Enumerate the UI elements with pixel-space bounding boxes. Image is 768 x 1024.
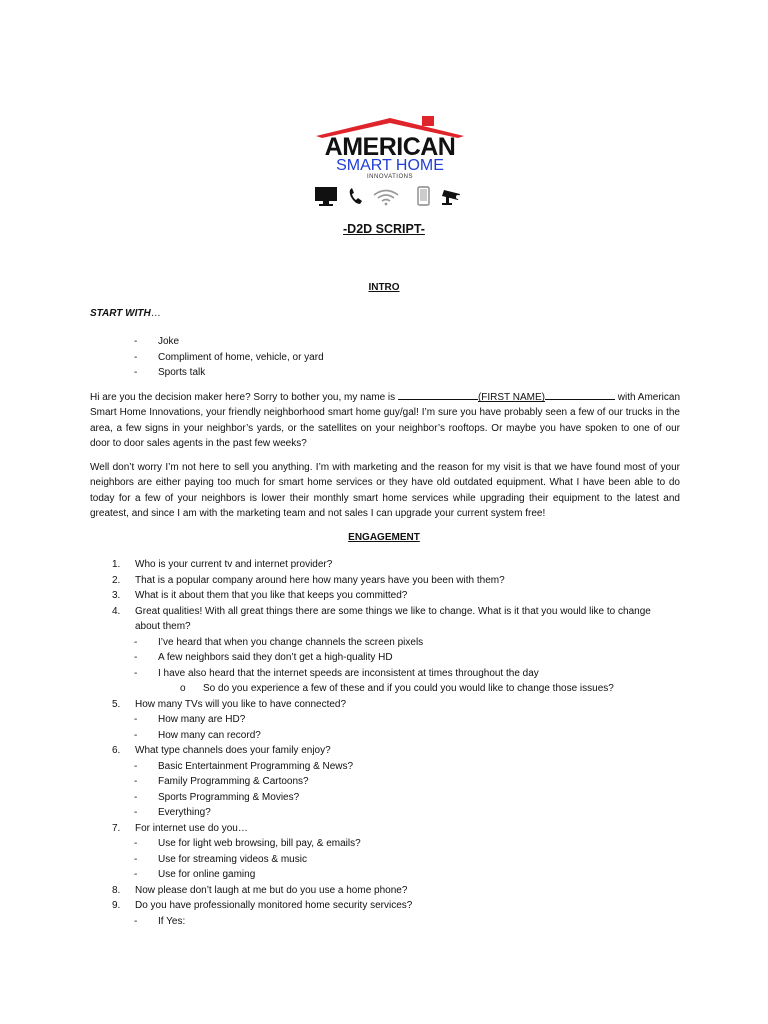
question-text: about them? bbox=[135, 621, 191, 632]
engagement-subitem bbox=[112, 666, 682, 682]
subitem-text: A few neighbors said they don’t get a high-quality HD bbox=[158, 652, 393, 663]
question-number: 2. bbox=[112, 574, 121, 586]
question-number: 4. bbox=[112, 605, 121, 617]
subitem-text: If Yes: bbox=[158, 915, 186, 927]
subitem-text: Use for light web browsing, bill pay, & emails? bbox=[158, 838, 361, 849]
question-text: That is a popular company around here how many years have you been with them? bbox=[135, 574, 505, 586]
question-number: 1. bbox=[112, 559, 121, 570]
subitem-text: Family Programming & Cartoons? bbox=[158, 776, 309, 787]
subitem-text: How many can record? bbox=[158, 729, 261, 741]
dash-marker: - bbox=[134, 869, 138, 880]
intro-heading: INTRO bbox=[368, 282, 400, 293]
company-logo bbox=[312, 116, 468, 212]
engagement-subitem bbox=[112, 805, 682, 821]
engagement-list bbox=[112, 557, 682, 929]
dash-marker: - bbox=[134, 791, 138, 803]
para1-rest: with American Smart Home Innovations, your friendly neighborhood smart home guy/gal! I’m sure you have probably seen a few of our trucks in the area, a few signs in your neighbor’s yards, or the satellites on your neighbor’s rooftops. Or maybe you have spoken to one of our door to door sales agents in the past few weeks? bbox=[90, 392, 681, 449]
engagement-subitem bbox=[112, 867, 682, 883]
logo-text-smart-home: SMART HOME bbox=[336, 157, 444, 174]
intro-paragraph-1 bbox=[90, 388, 680, 451]
logo-text-american: AMERICAN bbox=[324, 133, 456, 161]
dash-marker: - bbox=[134, 776, 138, 787]
subitem-text: Everything? bbox=[158, 807, 211, 818]
subitem-text: Basic Entertainment Programming & News? bbox=[158, 760, 354, 772]
question-text: Who is your current tv and internet provider? bbox=[135, 559, 333, 570]
engagement-question bbox=[112, 619, 682, 635]
dash-marker: - bbox=[134, 807, 138, 818]
question-text: Do you have professionally monitored home security services? bbox=[135, 900, 413, 911]
engagement-question bbox=[112, 821, 682, 837]
dash-marker: - bbox=[134, 714, 138, 725]
engagement-subitem bbox=[112, 790, 682, 806]
subitem-text: I have also heard that the internet speeds are inconsistent at times throughout the day bbox=[158, 667, 539, 679]
para1-start: Hi are you the decision maker here? Sorry to bother you, my name is bbox=[90, 392, 396, 403]
question-text: For internet use do you… bbox=[135, 822, 248, 834]
subitem-text: I’ve heard that when you change channels the screen pixels bbox=[158, 636, 424, 648]
engagement-subitem bbox=[112, 914, 682, 930]
question-number: 3. bbox=[112, 590, 121, 601]
list-item-text: Compliment of home, vehicle, or yard bbox=[158, 351, 324, 363]
dash-marker: - bbox=[134, 760, 138, 772]
engagement-subitem bbox=[112, 728, 682, 744]
engagement-question bbox=[112, 604, 682, 620]
subitem-text: Use for streaming videos & music bbox=[158, 853, 307, 865]
engagement-question bbox=[112, 557, 682, 573]
question-number: 6. bbox=[112, 745, 121, 756]
list-item-text: Joke bbox=[158, 336, 180, 347]
subitem-text: Sports Programming & Movies? bbox=[158, 791, 300, 803]
dash-marker: - bbox=[134, 652, 138, 663]
page-title: -D2D SCRIPT- bbox=[343, 222, 425, 236]
question-number: 5. bbox=[112, 698, 121, 710]
engagement-question bbox=[112, 883, 682, 899]
dash-marker: - bbox=[134, 636, 138, 648]
dash-marker: - bbox=[134, 853, 138, 865]
engagement-question bbox=[112, 697, 682, 713]
question-text: What is it about them that you like that keeps you committed? bbox=[135, 590, 408, 601]
question-number: 7. bbox=[112, 822, 121, 834]
intro-paragraph-2: Well don’t worry I’m not here to sell you anything. I’m with marketing and the reason for my visit is that we have found most of your neighbors are either paying too much for smart home services or they have old outdated equipment. What I have been able to do today for a few of your neighbors is lower their monthly smart home services while upgrading their equipment to the latest and greatest, and since I am with the marketing team and not sales I can upgrade your current system free! bbox=[90, 462, 680, 519]
wifi-icon bbox=[374, 191, 398, 206]
security-camera-icon bbox=[442, 190, 460, 205]
first-name-placeholder: (FIRST NAME) bbox=[477, 392, 545, 403]
engagement-subitem bbox=[112, 635, 682, 651]
name-blank-right bbox=[545, 388, 615, 400]
dash-marker: - bbox=[134, 729, 138, 741]
tablet-icon bbox=[418, 187, 429, 205]
question-number: 8. bbox=[112, 884, 121, 896]
start-with-label bbox=[90, 308, 161, 319]
question-text: Great qualities! With all great things there are some things we like to change. What is it that you would like to change bbox=[135, 605, 651, 617]
engagement-subitem bbox=[112, 712, 682, 728]
name-blank-left bbox=[398, 388, 478, 400]
engagement-subsubitem bbox=[112, 681, 682, 697]
engagement-subitem bbox=[112, 759, 682, 775]
question-text: How many TVs will you like to have connected? bbox=[135, 698, 347, 710]
engagement-question bbox=[112, 588, 682, 604]
dash-marker: - bbox=[134, 915, 138, 927]
engagement-question bbox=[112, 898, 682, 914]
question-text: Now please don’t laugh at me but do you use a home phone? bbox=[135, 884, 408, 896]
start-with-bold: START WITH bbox=[90, 308, 151, 319]
engagement-heading: ENGAGEMENT bbox=[348, 532, 420, 543]
engagement-subitem bbox=[112, 774, 682, 790]
question-text: What type channels does your family enjoy? bbox=[135, 745, 331, 756]
logo-text-innovations: INNOVATIONS bbox=[367, 174, 413, 180]
engagement-subitem bbox=[112, 836, 682, 852]
question-number: 9. bbox=[112, 900, 121, 911]
subsubitem-text: So do you experience a few of these and if you could you would like to change those issues? bbox=[203, 683, 614, 694]
bullet-o-marker: o bbox=[180, 683, 186, 694]
subitem-text: Use for online gaming bbox=[158, 869, 256, 880]
tv-icon bbox=[315, 187, 337, 206]
engagement-question bbox=[112, 743, 682, 759]
engagement-question bbox=[112, 573, 682, 589]
phone-icon bbox=[350, 188, 362, 204]
start-with-ellipsis: … bbox=[150, 308, 161, 319]
list-item-text: Sports talk bbox=[158, 367, 206, 378]
engagement-subitem bbox=[112, 650, 682, 666]
dash-marker: - bbox=[134, 667, 138, 679]
subitem-text: How many are HD? bbox=[158, 714, 246, 725]
engagement-subitem bbox=[112, 852, 682, 868]
logo-icons bbox=[312, 184, 468, 208]
dash-marker: - bbox=[134, 838, 138, 849]
